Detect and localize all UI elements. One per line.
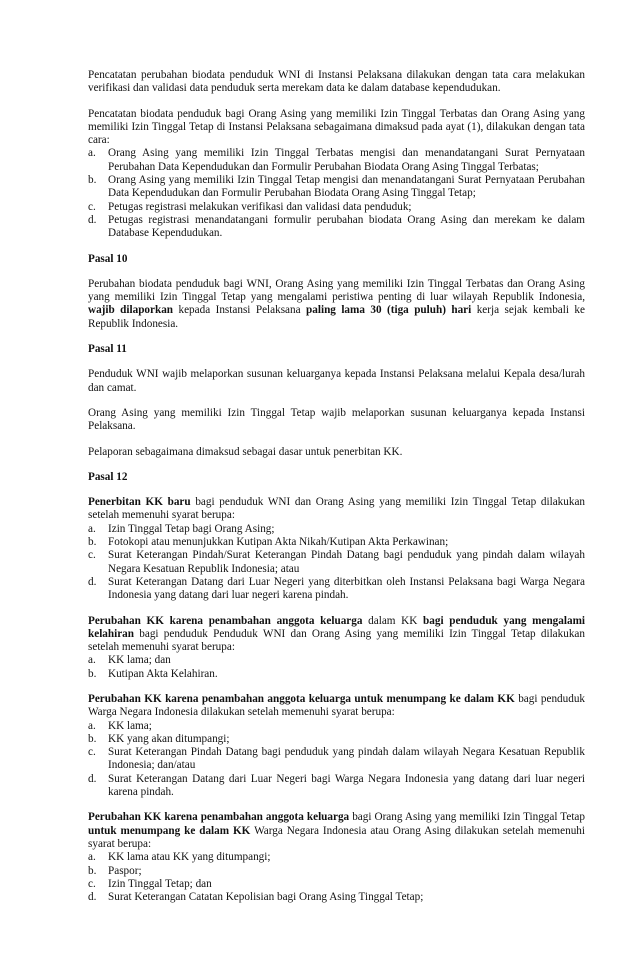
list-item-text: Surat Keterangan Pindah/Surat Keterangan Pindah Datang bagi penduduk yang pindah dalam wilayah Negara Kesatuan Republik Indonesia; atau [108, 549, 585, 575]
list-item-text: Surat Keterangan Datang dari Luar Negeri bagi Warga Negara Indonesia yang datang dari luar negeri karena pindah. [108, 772, 585, 799]
list-item-text: KK lama; [108, 719, 152, 732]
list-marker: c. [88, 549, 96, 562]
pasal-12-section-2-list [88, 654, 585, 681]
list-item-text: Surat Keterangan Catatan Kepolisian bagi Orang Asing Tinggal Tetap; [108, 891, 424, 904]
list-item [88, 147, 585, 174]
pasal-11-heading: Pasal 11 [88, 343, 127, 356]
pasal-12-section-4-list [88, 851, 585, 904]
list-item [88, 668, 585, 681]
pasal-12-heading: Pasal 12 [88, 470, 128, 483]
list-item-text: Petugas registrasi melakukan verifikasi dan validasi data penduduk; [108, 200, 412, 213]
list-marker: a. [88, 522, 96, 535]
list-item [88, 865, 585, 878]
pasal-10-text: Perubahan biodata penduduk bagi WNI, Orang Asing yang memiliki Izin Tinggal Terbatas dan Orang Asing yang memiliki Izin Tinggal Tetap yang mengalami peristiwa penting di luar wilayah Republik Indonesia, wajib dilaporkan kepada Instansi Pelaksana paling lama 30 (tiga puluh) hari kerja sejak kembali ke Republik Indonesia. [88, 277, 585, 330]
pasal-10-heading: Pasal 10 [88, 252, 128, 265]
list-item [88, 654, 585, 667]
list-marker: c. [88, 746, 96, 759]
list-marker: d. [88, 772, 97, 785]
pasal-11-paragraph-2: Orang Asing yang memiliki Izin Tinggal Tetap wajib melaporkan susunan keluarganya kepada Instansi Pelaksana. [88, 406, 585, 433]
pasal-12-section-1-list [88, 523, 585, 603]
paragraph-verification: Pencatatan perubahan biodata penduduk WNI di Instansi Pelaksana dilakukan dengan tata cara melakukan verifikasi dan validasi data penduduk serta merekam data ke dalam database kependudukan. [88, 69, 585, 95]
list-item [88, 878, 585, 891]
pasal-12-section-1-intro: Penerbitan KK baru bagi penduduk WNI dan Orang Asing yang memiliki Izin Tinggal Tetap dilakukan setelah memenuhi syarat berupa: [88, 496, 586, 522]
list-item [88, 773, 585, 800]
list-marker: a. [88, 654, 96, 667]
pasal-11-paragraph-3: Pelaporan sebagaimana dimaksud sebagai dasar untuk penerbitan KK. [88, 445, 403, 458]
pasal-12-section-2-intro: Perubahan KK karena penambahan anggota keluarga dalam KK bagi penduduk yang mengalami kelahiran bagi penduduk Penduduk WNI dan Orang Asing yang memiliki Izin Tinggal Tetap dilakukan setelah memenuhi syarat berupa: [88, 614, 585, 654]
list-item-text: Orang Asing yang memiliki Izin Tinggal Terbatas mengisi dan menandatangani Surat Pernyataan Perubahan Data Kependudukan dan Formulir Perubahan Biodata Orang Asing Tinggal Terbatas; [108, 147, 585, 173]
list-item-text: Orang Asing yang memiliki Izin Tinggal Tetap mengisi dan menandatangani Surat Pernyataan Perubahan Data Kependudukan dan Formulir Perubahan Biodata Orang Asing Tinggal Tetap; [108, 174, 585, 200]
list-marker: c. [88, 200, 96, 213]
list-item-text: Fotokopi atau menunjukkan Kutipan Akta Nikah/Kutipan Akta Perkawinan; [108, 536, 449, 549]
list-item [88, 523, 585, 536]
list-item-text: Petugas registrasi menandatangani formulir perubahan biodata Orang Asing dan merekam ke dalam Database Kependudukan. [108, 213, 585, 240]
list-item-text: Surat Keterangan Pindah Datang bagi penduduk yang pindah dalam wilayah Negara Kesatuan Republik Indonesia; dan/atau [108, 746, 585, 772]
list-item [88, 201, 585, 214]
list-marker: a. [88, 147, 96, 160]
pasal-11-paragraph-1: Penduduk WNI wajib melaporkan susunan keluarganya kepada Instansi Pelaksana melalui Kepala desa/lurah dan camat. [88, 368, 585, 394]
list-item [88, 746, 585, 773]
pasal-12-section-3-list [88, 720, 585, 800]
list-marker: b. [88, 864, 97, 877]
list-procedure [88, 147, 585, 240]
list-item-text: Izin Tinggal Tetap; dan [108, 877, 212, 890]
list-marker: b. [88, 536, 97, 549]
list-marker: d. [88, 213, 97, 226]
list-marker: a. [88, 851, 96, 864]
list-item [88, 851, 585, 864]
list-item [88, 733, 585, 746]
list-item-text: KK yang akan ditumpangi; [108, 732, 230, 745]
list-item-text: Izin Tinggal Tetap bagi Orang Asing; [108, 522, 275, 535]
list-marker: d. [88, 575, 97, 588]
pasal-12-section-3-intro: Perubahan KK karena penambahan anggota keluarga untuk menumpang ke dalam KK bagi penduduk Warga Negara Indonesia dilakukan setelah memenuhi syarat berupa: [88, 692, 586, 719]
list-item [88, 576, 585, 603]
paragraph-foreigner-biodata: Pencatatan biodata penduduk bagi Orang Asing yang memiliki Izin Tinggal Terbatas dan Orang Asing yang memiliki Izin Tinggal Tetap di Instansi Pelaksana sebagaimana dimaksud pada ayat (1), dilakukan dengan tata cara: [88, 107, 585, 147]
pasal-12-section-4-intro: Perubahan KK karena penambahan anggota keluarga bagi Orang Asing yang memiliki Izin Tinggal Tetap untuk menumpang ke dalam KK Warga Negara Indonesia atau Orang Asing dilakukan setelah memenuhi syarat berupa: [88, 811, 585, 850]
list-marker: b. [88, 174, 97, 187]
list-item [88, 536, 585, 549]
list-item [88, 549, 585, 576]
list-item [88, 891, 585, 904]
list-marker: c. [88, 877, 96, 890]
list-marker: b. [88, 732, 97, 745]
list-marker: d. [88, 891, 97, 904]
list-item [88, 214, 585, 241]
list-item-text: Surat Keterangan Datang dari Luar Negeri yang diterbitkan oleh Instansi Pelaksana bagi Warga Negara Indonesia yang datang dari luar negeri karena pindah. [108, 575, 585, 602]
list-item [88, 174, 585, 201]
list-item-text: Paspor; [108, 864, 142, 877]
list-marker: b. [88, 667, 97, 680]
list-item [88, 720, 585, 733]
list-item-text: Kutipan Akta Kelahiran. [108, 667, 218, 680]
list-item-text: KK lama atau KK yang ditumpangi; [108, 851, 271, 864]
list-item-text: KK lama; dan [108, 654, 171, 667]
list-marker: a. [88, 719, 96, 732]
